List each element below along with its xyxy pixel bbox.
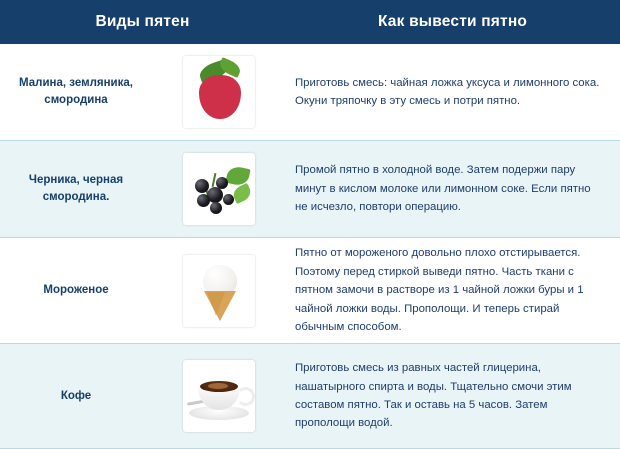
column-header-stain-type: Виды пятен <box>95 13 190 30</box>
coffee-cup-icon <box>183 360 255 432</box>
stem-shape <box>211 173 216 187</box>
removal-instructions <box>285 238 620 343</box>
stain-type-label: Кофе <box>60 389 92 402</box>
leaf-shape <box>230 183 253 204</box>
table-row <box>0 44 620 141</box>
raspberry-icon <box>183 56 255 128</box>
table-header <box>0 0 620 44</box>
stain-type-label: Мороженое <box>43 284 109 297</box>
table-row <box>0 238 620 344</box>
stain-image-cell <box>152 344 285 448</box>
stain-image-cell <box>152 141 285 237</box>
stain-image-cell <box>152 238 285 343</box>
stain-type-label: Малина, земляника, смородина <box>19 77 133 106</box>
blackcurrant-icon <box>183 153 255 225</box>
removal-instructions-text: Промой пятно в холодной воде. Затем подержи пару минут в кислом молоке или лимонном соке. Если пятно не исчезло, повтори операцию. <box>295 164 591 214</box>
berry-shape <box>223 194 234 205</box>
berry-shape <box>210 202 222 214</box>
column-header-how-to-remove: Как вывести пятно <box>377 13 528 30</box>
removal-instructions-text: Приготовь смесь: чайная ложка уксуса и лимонного сока. Окуни тряпочку в эту смесь и потри пятно. <box>295 76 600 107</box>
table-row <box>0 141 620 238</box>
removal-instructions-text: Пятно от мороженого довольно плохо отстирывается. Поэтому перед стиркой выведи пятно. Часть ткани с пятном замочи в растворе из 1 чайной ложки буры и 1 чайной ложки воды. Прополощи. И теперь стирай обычным способом. <box>295 247 584 334</box>
coffee-crema-shape <box>208 383 228 389</box>
berry-shape <box>195 179 209 193</box>
berry-shape <box>197 194 210 207</box>
removal-instructions-text: Приготовь смесь из равных частей глицерина, нашатырного спирта и воды. Тщательно смочи этим составом пятно. Так и оставь на 5 часов. Затем прополощи водой. <box>295 362 572 430</box>
waffle-cone-shade <box>207 292 225 316</box>
berry-shape <box>216 177 228 189</box>
stain-type-label: Черника, черная смородина. <box>28 174 124 203</box>
removal-instructions <box>285 44 620 140</box>
raspberry-berry-shape <box>199 75 241 119</box>
removal-instructions <box>285 344 620 448</box>
table-row <box>0 344 620 449</box>
removal-instructions <box>285 141 620 237</box>
stain-image-cell <box>152 44 285 140</box>
ice-cream-icon <box>183 255 255 327</box>
